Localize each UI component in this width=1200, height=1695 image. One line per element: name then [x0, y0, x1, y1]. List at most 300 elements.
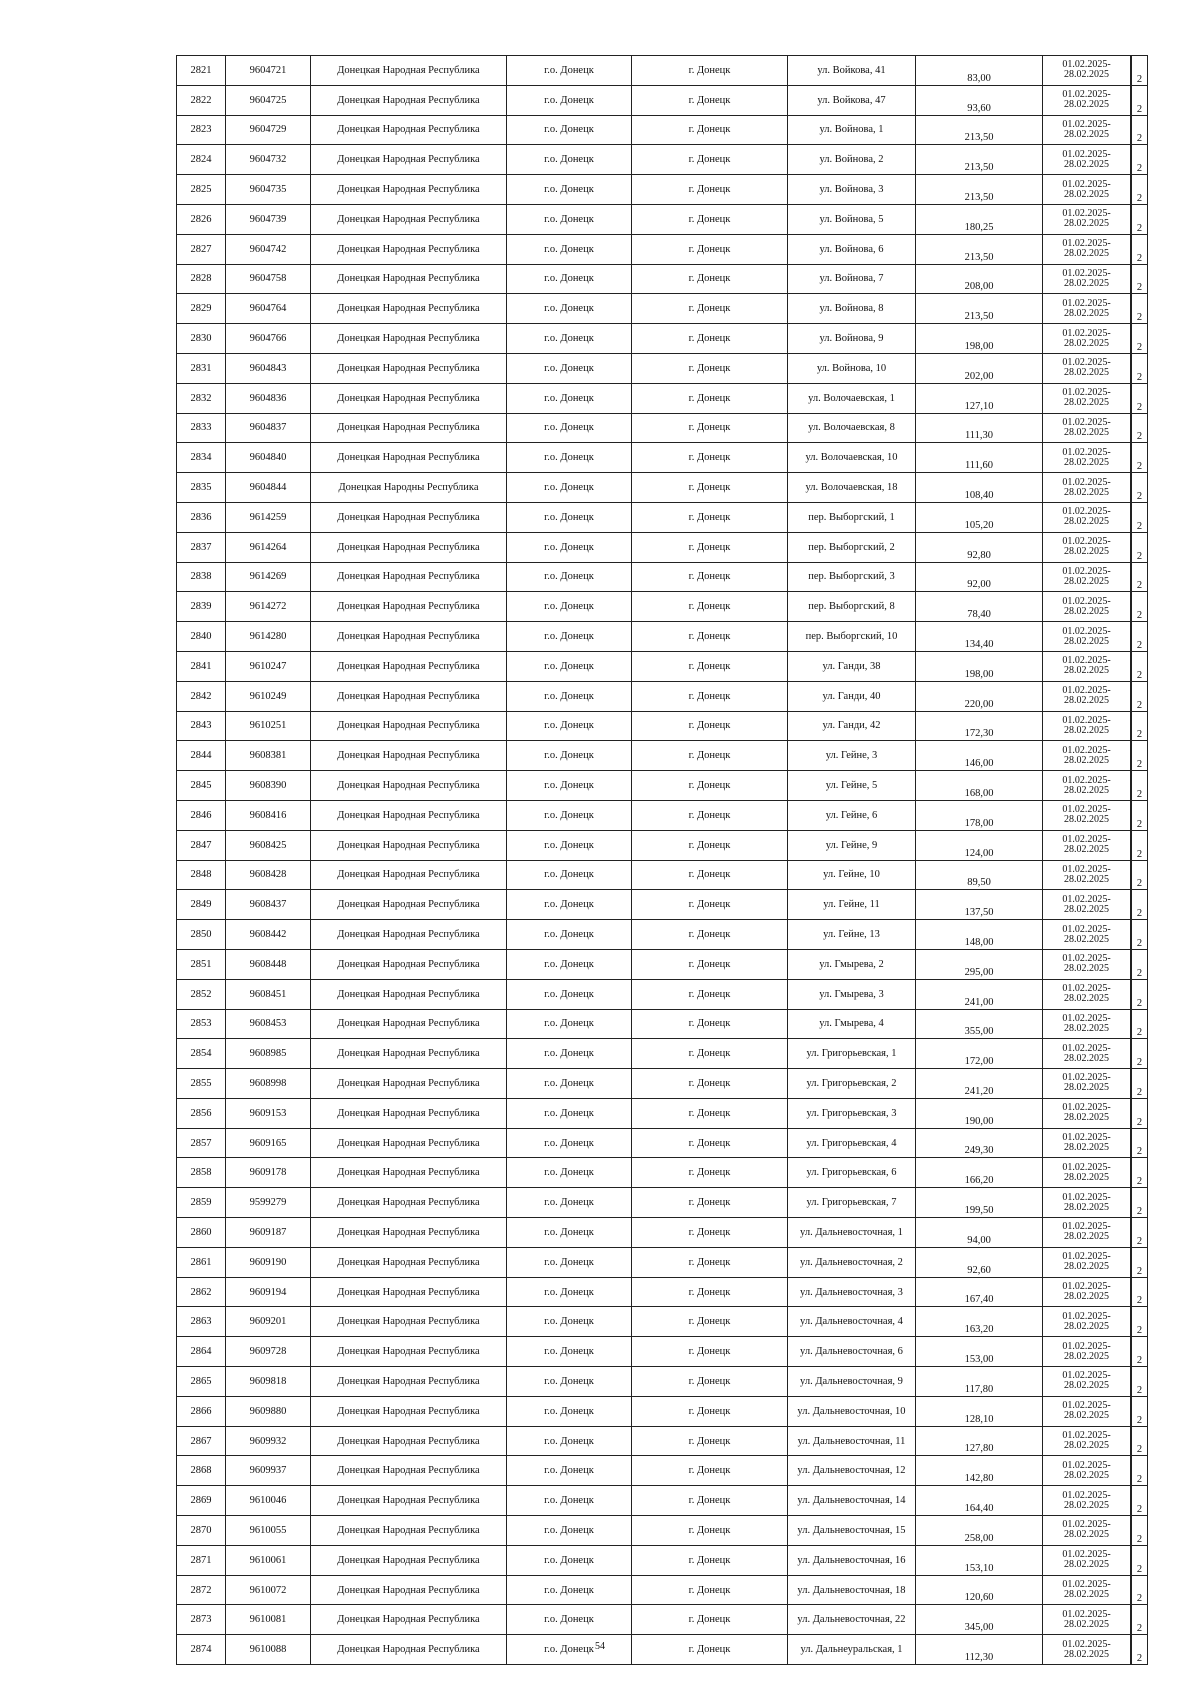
period-start: 01.02.2025-	[1062, 1251, 1111, 1263]
area-cell: 83,00	[916, 56, 1043, 86]
table-row	[177, 1069, 1148, 1099]
period-cell	[1043, 1367, 1132, 1397]
object-id-cell: 9604843	[226, 353, 311, 383]
period-cell	[1043, 1486, 1132, 1516]
republic-cell: Донецкая Народная Республика	[311, 711, 507, 741]
period-end: 28.02.2025	[1064, 1022, 1109, 1034]
row-number-cell: 2826	[177, 204, 226, 234]
city-district-cell: г.о. Донецк	[507, 1575, 632, 1605]
city-cell: г. Донецк	[632, 800, 788, 830]
count-cell: 2	[1131, 1426, 1148, 1456]
address-cell: ул. Войнова, 8	[788, 294, 916, 324]
area-cell: 111,30	[916, 413, 1043, 443]
area-cell: 178,00	[916, 800, 1043, 830]
table-row	[177, 264, 1148, 294]
object-id-cell: 9610249	[226, 681, 311, 711]
address-cell: ул. Дальневосточная, 14	[788, 1486, 916, 1516]
period-end: 28.02.2025	[1064, 99, 1109, 111]
count-cell: 2	[1131, 1396, 1148, 1426]
period-start: 01.02.2025-	[1062, 1638, 1111, 1650]
table-row	[177, 324, 1148, 354]
address-cell: ул. Гейне, 11	[788, 890, 916, 920]
period-start: 01.02.2025-	[1062, 1161, 1111, 1173]
count-cell: 2	[1131, 1486, 1148, 1516]
address-cell: пер. Выборгский, 8	[788, 592, 916, 622]
city-cell: г. Донецк	[632, 979, 788, 1009]
row-number-cell: 2869	[177, 1486, 226, 1516]
table-row	[177, 979, 1148, 1009]
count-cell: 2	[1131, 920, 1148, 950]
row-number-cell: 2847	[177, 830, 226, 860]
city-cell: г. Донецк	[632, 1069, 788, 1099]
table-row	[177, 771, 1148, 801]
count-cell: 2	[1131, 562, 1148, 592]
city-cell: г. Донецк	[632, 1575, 788, 1605]
area-cell: 128,10	[916, 1396, 1043, 1426]
period-start: 01.02.2025-	[1062, 1042, 1111, 1054]
area-cell: 213,50	[916, 234, 1043, 264]
city-district-cell: г.о. Донецк	[507, 1158, 632, 1188]
address-cell: ул. Гмырева, 3	[788, 979, 916, 1009]
table-row	[177, 741, 1148, 771]
period-cell	[1043, 1396, 1132, 1426]
city-district-cell: г.о. Донецк	[507, 1396, 632, 1426]
registry-table-body	[177, 56, 1148, 1665]
city-cell: г. Донецк	[632, 1367, 788, 1397]
period-end: 28.02.2025	[1064, 456, 1109, 468]
table-row	[177, 830, 1148, 860]
period-cell	[1043, 979, 1132, 1009]
object-id-cell: 9610088	[226, 1635, 311, 1665]
period-start: 01.02.2025-	[1062, 178, 1111, 190]
republic-cell: Донецкая Народная Республика	[311, 592, 507, 622]
area-cell: 213,50	[916, 145, 1043, 175]
republic-cell: Донецкая Народная Республика	[311, 413, 507, 443]
object-id-cell: 9604742	[226, 234, 311, 264]
period-end: 28.02.2025	[1064, 993, 1109, 1005]
object-id-cell: 9604836	[226, 383, 311, 413]
city-district-cell: г.о. Донецк	[507, 949, 632, 979]
object-id-cell: 9608390	[226, 771, 311, 801]
area-cell: 208,00	[916, 264, 1043, 294]
period-cell	[1043, 622, 1132, 652]
area-cell: 172,00	[916, 1039, 1043, 1069]
period-start: 01.02.2025-	[1062, 208, 1111, 220]
period-end: 28.02.2025	[1064, 1440, 1109, 1452]
object-id-cell: 9609937	[226, 1456, 311, 1486]
area-cell: 213,50	[916, 175, 1043, 205]
period-start: 01.02.2025-	[1062, 297, 1111, 309]
row-number-cell: 2824	[177, 145, 226, 175]
object-id-cell: 9608428	[226, 860, 311, 890]
city-cell: г. Донецк	[632, 1516, 788, 1546]
city-cell: г. Донецк	[632, 1635, 788, 1665]
city-cell: г. Донецк	[632, 622, 788, 652]
address-cell: ул. Войнова, 6	[788, 234, 916, 264]
period-cell	[1043, 830, 1132, 860]
republic-cell: Донецкая Народная Республика	[311, 622, 507, 652]
city-district-cell: г.о. Донецк	[507, 1456, 632, 1486]
city-cell: г. Донецк	[632, 1218, 788, 1248]
city-cell: г. Донецк	[632, 324, 788, 354]
area-cell: 78,40	[916, 592, 1043, 622]
area-cell: 241,00	[916, 979, 1043, 1009]
city-district-cell: г.о. Донецк	[507, 264, 632, 294]
period-end: 28.02.2025	[1064, 665, 1109, 677]
count-cell: 2	[1131, 860, 1148, 890]
object-id-cell: 9614264	[226, 532, 311, 562]
city-district-cell: г.о. Донецк	[507, 56, 632, 86]
table-row	[177, 1247, 1148, 1277]
row-number-cell: 2858	[177, 1158, 226, 1188]
object-id-cell: 9608442	[226, 920, 311, 950]
count-cell: 2	[1131, 949, 1148, 979]
row-number-cell: 2860	[177, 1218, 226, 1248]
area-cell: 295,00	[916, 949, 1043, 979]
period-end: 28.02.2025	[1064, 963, 1109, 975]
object-id-cell: 9609932	[226, 1426, 311, 1456]
republic-cell: Донецкая Народная Республика	[311, 1516, 507, 1546]
count-cell: 2	[1131, 502, 1148, 532]
city-district-cell: г.о. Донецк	[507, 1337, 632, 1367]
address-cell: ул. Григорьевская, 7	[788, 1188, 916, 1218]
city-cell: г. Донецк	[632, 562, 788, 592]
period-cell	[1043, 1039, 1132, 1069]
object-id-cell: 9604758	[226, 264, 311, 294]
republic-cell: Донецкая Народная Республика	[311, 890, 507, 920]
object-id-cell: 9609194	[226, 1277, 311, 1307]
period-start: 01.02.2025-	[1062, 1489, 1111, 1501]
city-district-cell: г.о. Донецк	[507, 1098, 632, 1128]
period-start: 01.02.2025-	[1062, 625, 1111, 637]
period-start: 01.02.2025-	[1062, 953, 1111, 965]
period-start: 01.02.2025-	[1062, 1579, 1111, 1591]
row-number-cell: 2842	[177, 681, 226, 711]
period-start: 01.02.2025-	[1062, 655, 1111, 667]
object-id-cell: 9604844	[226, 473, 311, 503]
city-cell: г. Донецк	[632, 1188, 788, 1218]
republic-cell: Донецкая Народная Республика	[311, 651, 507, 681]
period-start: 01.02.2025-	[1062, 1191, 1111, 1203]
period-cell	[1043, 1128, 1132, 1158]
row-number-cell: 2864	[177, 1337, 226, 1367]
period-end: 28.02.2025	[1064, 575, 1109, 587]
city-district-cell: г.о. Донецк	[507, 920, 632, 950]
address-cell: ул. Дальневосточная, 2	[788, 1247, 916, 1277]
count-cell: 2	[1131, 85, 1148, 115]
republic-cell: Донецкая Народная Республика	[311, 115, 507, 145]
period-end: 28.02.2025	[1064, 1082, 1109, 1094]
object-id-cell: 9608381	[226, 741, 311, 771]
row-number-cell: 2832	[177, 383, 226, 413]
address-cell: пер. Выборгский, 2	[788, 532, 916, 562]
row-number-cell: 2855	[177, 1069, 226, 1099]
period-start: 01.02.2025-	[1062, 416, 1111, 428]
period-cell	[1043, 1426, 1132, 1456]
period-cell	[1043, 592, 1132, 622]
city-district-cell: г.о. Донецк	[507, 800, 632, 830]
city-district-cell: г.о. Донецк	[507, 353, 632, 383]
city-district-cell: г.о. Донецк	[507, 85, 632, 115]
area-cell: 92,60	[916, 1247, 1043, 1277]
address-cell: ул. Дальневосточная, 10	[788, 1396, 916, 1426]
period-end: 28.02.2025	[1064, 724, 1109, 736]
period-end: 28.02.2025	[1064, 367, 1109, 379]
republic-cell: Донецкая Народная Республика	[311, 294, 507, 324]
count-cell: 2	[1131, 1158, 1148, 1188]
city-cell: г. Донецк	[632, 413, 788, 443]
period-end: 28.02.2025	[1064, 814, 1109, 826]
period-cell	[1043, 860, 1132, 890]
area-cell: 134,40	[916, 622, 1043, 652]
city-district-cell: г.о. Донецк	[507, 860, 632, 890]
republic-cell: Донецкая Народная Республика	[311, 860, 507, 890]
count-cell: 2	[1131, 890, 1148, 920]
period-start: 01.02.2025-	[1062, 1340, 1111, 1352]
period-end: 28.02.2025	[1064, 1171, 1109, 1183]
city-district-cell: г.о. Донецк	[507, 622, 632, 652]
period-start: 01.02.2025-	[1062, 744, 1111, 756]
object-id-cell: 9609201	[226, 1307, 311, 1337]
object-id-cell: 9604725	[226, 85, 311, 115]
table-row	[177, 383, 1148, 413]
period-end: 28.02.2025	[1064, 1201, 1109, 1213]
period-start: 01.02.2025-	[1062, 1072, 1111, 1084]
period-cell	[1043, 771, 1132, 801]
republic-cell: Донецкая Народная Республика	[311, 1367, 507, 1397]
city-district-cell: г.о. Донецк	[507, 1069, 632, 1099]
period-start: 01.02.2025-	[1062, 774, 1111, 786]
address-cell: ул. Гейне, 10	[788, 860, 916, 890]
object-id-cell: 9608998	[226, 1069, 311, 1099]
count-cell: 2	[1131, 443, 1148, 473]
count-cell: 2	[1131, 145, 1148, 175]
city-district-cell: г.о. Донецк	[507, 1247, 632, 1277]
period-end: 28.02.2025	[1064, 1559, 1109, 1571]
address-cell: ул. Гейне, 3	[788, 741, 916, 771]
row-number-cell: 2841	[177, 651, 226, 681]
address-cell: ул. Дальневосточная, 9	[788, 1367, 916, 1397]
city-cell: г. Донецк	[632, 711, 788, 741]
area-cell: 166,20	[916, 1158, 1043, 1188]
period-end: 28.02.2025	[1064, 1291, 1109, 1303]
count-cell: 2	[1131, 413, 1148, 443]
republic-cell: Донецкая Народная Республика	[311, 1128, 507, 1158]
period-cell	[1043, 234, 1132, 264]
row-number-cell: 2867	[177, 1426, 226, 1456]
period-end: 28.02.2025	[1064, 873, 1109, 885]
period-cell	[1043, 353, 1132, 383]
row-number-cell: 2829	[177, 294, 226, 324]
area-cell: 93,60	[916, 85, 1043, 115]
address-cell: ул. Дальневосточная, 1	[788, 1218, 916, 1248]
republic-cell: Донецкая Народная Республика	[311, 562, 507, 592]
area-cell: 180,25	[916, 204, 1043, 234]
count-cell: 2	[1131, 1367, 1148, 1397]
period-end: 28.02.2025	[1064, 1231, 1109, 1243]
period-cell	[1043, 562, 1132, 592]
count-cell: 2	[1131, 234, 1148, 264]
table-row	[177, 145, 1148, 175]
address-cell: пер. Выборгский, 10	[788, 622, 916, 652]
count-cell: 2	[1131, 115, 1148, 145]
period-cell	[1043, 1098, 1132, 1128]
object-id-cell: 9599279	[226, 1188, 311, 1218]
republic-cell: Донецкая Народная Республика	[311, 1545, 507, 1575]
city-cell: г. Донецк	[632, 1039, 788, 1069]
area-cell: 355,00	[916, 1009, 1043, 1039]
city-district-cell: г.о. Донецк	[507, 532, 632, 562]
table-row	[177, 592, 1148, 622]
republic-cell: Донецкая Народная Республика	[311, 949, 507, 979]
row-number-cell: 2868	[177, 1456, 226, 1486]
republic-cell: Донецкая Народная Республика	[311, 145, 507, 175]
period-cell	[1043, 1218, 1132, 1248]
table-row	[177, 1396, 1148, 1426]
area-cell: 117,80	[916, 1367, 1043, 1397]
republic-cell: Донецкая Народная Республика	[311, 1307, 507, 1337]
period-cell	[1043, 175, 1132, 205]
count-cell: 2	[1131, 711, 1148, 741]
area-cell: 198,00	[916, 324, 1043, 354]
count-cell: 2	[1131, 651, 1148, 681]
row-number-cell: 2843	[177, 711, 226, 741]
table-row	[177, 949, 1148, 979]
area-cell: 241,20	[916, 1069, 1043, 1099]
republic-cell: Донецкая Народная Республика	[311, 532, 507, 562]
count-cell: 2	[1131, 324, 1148, 354]
table-row	[177, 1098, 1148, 1128]
republic-cell: Донецкая Народная Республика	[311, 741, 507, 771]
area-cell: 258,00	[916, 1516, 1043, 1546]
area-cell: 105,20	[916, 502, 1043, 532]
count-cell: 2	[1131, 800, 1148, 830]
city-district-cell: г.о. Донецк	[507, 890, 632, 920]
address-cell: ул. Гмырева, 4	[788, 1009, 916, 1039]
city-cell: г. Донецк	[632, 1545, 788, 1575]
city-cell: г. Донецк	[632, 592, 788, 622]
period-start: 01.02.2025-	[1062, 1608, 1111, 1620]
count-cell: 2	[1131, 1545, 1148, 1575]
count-cell: 2	[1131, 1635, 1148, 1665]
republic-cell: Донецкая Народная Республика	[311, 1486, 507, 1516]
period-cell	[1043, 1456, 1132, 1486]
period-start: 01.02.2025-	[1062, 1281, 1111, 1293]
object-id-cell: 9614280	[226, 622, 311, 652]
area-cell: 345,00	[916, 1605, 1043, 1635]
object-id-cell: 9608451	[226, 979, 311, 1009]
period-cell	[1043, 890, 1132, 920]
area-cell: 146,00	[916, 741, 1043, 771]
period-start: 01.02.2025-	[1062, 1430, 1111, 1442]
row-number-cell: 2872	[177, 1575, 226, 1605]
object-id-cell: 9610072	[226, 1575, 311, 1605]
period-start: 01.02.2025-	[1062, 1310, 1111, 1322]
period-end: 28.02.2025	[1064, 695, 1109, 707]
count-cell: 2	[1131, 353, 1148, 383]
city-cell: г. Донецк	[632, 473, 788, 503]
republic-cell: Донецкая Народная Республика	[311, 1098, 507, 1128]
period-end: 28.02.2025	[1064, 1648, 1109, 1660]
period-cell	[1043, 1516, 1132, 1546]
table-row	[177, 562, 1148, 592]
count-cell: 2	[1131, 1277, 1148, 1307]
area-cell: 167,40	[916, 1277, 1043, 1307]
address-cell: ул. Гмырева, 2	[788, 949, 916, 979]
address-cell: ул. Григорьевская, 2	[788, 1069, 916, 1099]
object-id-cell: 9610061	[226, 1545, 311, 1575]
period-cell	[1043, 800, 1132, 830]
city-cell: г. Донецк	[632, 1158, 788, 1188]
address-cell: ул. Дальневосточная, 6	[788, 1337, 916, 1367]
table-row	[177, 622, 1148, 652]
republic-cell: Донецкая Народная Республика	[311, 234, 507, 264]
count-cell: 2	[1131, 681, 1148, 711]
period-end: 28.02.2025	[1064, 1499, 1109, 1511]
republic-cell: Донецкая Народная Республика	[311, 353, 507, 383]
period-cell	[1043, 741, 1132, 771]
period-start: 01.02.2025-	[1062, 148, 1111, 160]
city-district-cell: г.о. Донецк	[507, 741, 632, 771]
area-cell: 153,00	[916, 1337, 1043, 1367]
city-district-cell: г.о. Донецк	[507, 1218, 632, 1248]
period-start: 01.02.2025-	[1062, 387, 1111, 399]
count-cell: 2	[1131, 741, 1148, 771]
republic-cell: Донецкая Народная Республика	[311, 920, 507, 950]
period-end: 28.02.2025	[1064, 605, 1109, 617]
address-cell: ул. Волочаевская, 10	[788, 443, 916, 473]
period-start: 01.02.2025-	[1062, 506, 1111, 518]
table-row	[177, 651, 1148, 681]
address-cell: ул. Григорьевская, 4	[788, 1128, 916, 1158]
city-district-cell: г.о. Донецк	[507, 1188, 632, 1218]
city-district-cell: г.о. Донецк	[507, 1426, 632, 1456]
republic-cell: Донецкая Народная Республика	[311, 502, 507, 532]
period-start: 01.02.2025-	[1062, 1102, 1111, 1114]
address-cell: ул. Войнова, 2	[788, 145, 916, 175]
period-cell	[1043, 264, 1132, 294]
period-cell	[1043, 711, 1132, 741]
period-end: 28.02.2025	[1064, 1410, 1109, 1422]
period-cell	[1043, 1069, 1132, 1099]
period-start: 01.02.2025-	[1062, 863, 1111, 875]
city-district-cell: г.о. Донецк	[507, 1516, 632, 1546]
object-id-cell: 9608985	[226, 1039, 311, 1069]
count-cell: 2	[1131, 56, 1148, 86]
city-district-cell: г.о. Донецк	[507, 443, 632, 473]
row-number-cell: 2850	[177, 920, 226, 950]
city-cell: г. Донецк	[632, 1456, 788, 1486]
period-cell	[1043, 1158, 1132, 1188]
object-id-cell: 9610055	[226, 1516, 311, 1546]
republic-cell: Донецкая Народная Республика	[311, 204, 507, 234]
republic-cell: Донецкая Народная Республика	[311, 1218, 507, 1248]
address-cell: ул. Ганди, 40	[788, 681, 916, 711]
object-id-cell: 9608437	[226, 890, 311, 920]
table-row	[177, 234, 1148, 264]
area-cell: 94,00	[916, 1218, 1043, 1248]
period-cell	[1043, 920, 1132, 950]
city-cell: г. Донецк	[632, 502, 788, 532]
period-start: 01.02.2025-	[1062, 1459, 1111, 1471]
row-number-cell: 2865	[177, 1367, 226, 1397]
object-id-cell: 9608425	[226, 830, 311, 860]
address-cell: ул. Дальневосточная, 16	[788, 1545, 916, 1575]
count-cell: 2	[1131, 1218, 1148, 1248]
city-cell: г. Донецк	[632, 294, 788, 324]
period-start: 01.02.2025-	[1062, 476, 1111, 488]
table-row	[177, 1456, 1148, 1486]
